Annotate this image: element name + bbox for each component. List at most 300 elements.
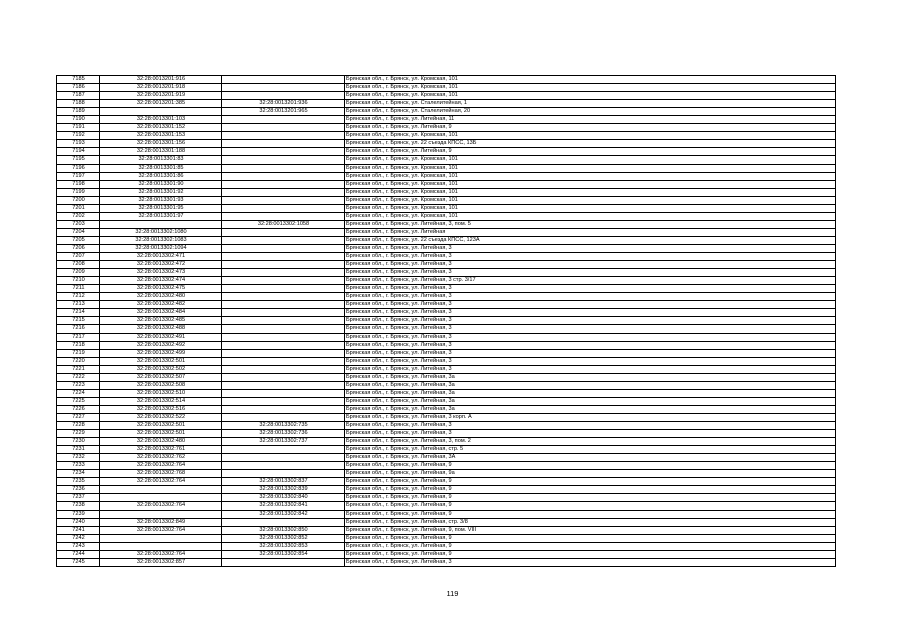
row-number-cell: 7227	[57, 413, 100, 421]
address-cell: Брянская обл., г. Брянск, ул. Литейная, 3	[345, 301, 836, 309]
cadastral-number-cell: 32:28:0013302:516	[100, 405, 222, 413]
parent-cadastral-number-cell: 32:28:0013302:735	[222, 422, 345, 430]
cadastral-number-cell: 32:28:0013301:90	[100, 180, 222, 188]
table-row	[57, 325, 836, 333]
address-cell: Брянская обл., г. Брянск, ул. Литейная, 3	[345, 269, 836, 277]
parent-cadastral-number-cell	[222, 365, 345, 373]
row-number-cell: 7196	[57, 164, 100, 172]
cadastral-number-cell: 32:28:0013302:1080	[100, 228, 222, 236]
address-cell: Брянская обл., г. Брянск, ул. Литейная, 3	[345, 333, 836, 341]
table-row	[57, 430, 836, 438]
cadastral-number-cell: 32:28:0013302:768	[100, 470, 222, 478]
table-row	[57, 293, 836, 301]
table-row	[57, 228, 836, 236]
row-number-cell: 7240	[57, 518, 100, 526]
table-row	[57, 164, 836, 172]
cadastral-number-cell: 32:28:0013301:93	[100, 196, 222, 204]
row-number-cell: 7216	[57, 325, 100, 333]
parent-cadastral-number-cell	[222, 454, 345, 462]
table-row	[57, 422, 836, 430]
address-cell: Брянская обл., г. Брянск, ул. Литейная, 9	[345, 494, 836, 502]
row-number-cell: 7193	[57, 140, 100, 148]
parent-cadastral-number-cell: 32:28:0013201:936	[222, 100, 345, 108]
table-row	[57, 188, 836, 196]
address-cell: Брянская обл., г. Брянск, ул. Литейная, 3а	[345, 381, 836, 389]
table-row	[57, 389, 836, 397]
cadastral-number-cell: 32:28:0013302:764	[100, 502, 222, 510]
table-row	[57, 534, 836, 542]
parent-cadastral-number-cell	[222, 180, 345, 188]
address-cell: Брянская обл., г. Брянск, ул. Литейная, 9	[345, 534, 836, 542]
cadastral-number-cell	[100, 494, 222, 502]
row-number-cell: 7222	[57, 373, 100, 381]
row-number-cell: 7204	[57, 228, 100, 236]
table-row	[57, 494, 836, 502]
address-cell: Брянская обл., г. Брянск, ул. Кромская, 101	[345, 188, 836, 196]
row-number-cell: 7234	[57, 470, 100, 478]
cadastral-number-cell	[100, 510, 222, 518]
parent-cadastral-number-cell	[222, 261, 345, 269]
parent-cadastral-number-cell: 32:28:0013302:736	[222, 430, 345, 438]
parent-cadastral-number-cell	[222, 470, 345, 478]
cadastral-number-cell: 32:28:0013301:83	[100, 156, 222, 164]
cadastral-number-cell: 32:28:0013302:484	[100, 309, 222, 317]
address-cell: Брянская обл., г. Брянск, ул. Литейная, 9	[345, 550, 836, 558]
address-cell: Брянская обл., г. Брянск, ул. Литейная, стр. 5	[345, 446, 836, 454]
table-row	[57, 550, 836, 558]
cadastral-number-cell: 32:28:0013301:156	[100, 140, 222, 148]
cadastral-number-cell: 32:28:0013301:86	[100, 172, 222, 180]
cadastral-number-cell: 32:28:0013302:764	[100, 550, 222, 558]
parent-cadastral-number-cell	[222, 236, 345, 244]
parent-cadastral-number-cell	[222, 558, 345, 566]
row-number-cell: 7205	[57, 236, 100, 244]
row-number-cell: 7187	[57, 92, 100, 100]
parent-cadastral-number-cell	[222, 341, 345, 349]
cadastral-number-cell: 32:28:0013302:501	[100, 430, 222, 438]
row-number-cell: 7208	[57, 261, 100, 269]
cadastral-number-cell: 32:28:0013302:514	[100, 397, 222, 405]
row-number-cell: 7236	[57, 486, 100, 494]
address-cell: Брянская обл., г. Брянск, ул. Литейная, 3	[345, 293, 836, 301]
row-number-cell: 7206	[57, 244, 100, 252]
cadastral-number-cell: 32:28:0013302:475	[100, 285, 222, 293]
row-number-cell: 7233	[57, 462, 100, 470]
parent-cadastral-number-cell	[222, 212, 345, 220]
address-cell: Брянская обл., г. Брянск, ул. Литейная, 3	[345, 317, 836, 325]
cadastral-number-cell: 32:28:0013302:491	[100, 333, 222, 341]
row-number-cell: 7190	[57, 116, 100, 124]
parent-cadastral-number-cell	[222, 317, 345, 325]
row-number-cell: 7241	[57, 526, 100, 534]
parent-cadastral-number-cell	[222, 132, 345, 140]
address-cell: Брянская обл., г. Брянск, ул. Литейная, 9	[345, 486, 836, 494]
row-number-cell: 7213	[57, 301, 100, 309]
cadastral-number-cell: 32:28:0013302:508	[100, 381, 222, 389]
cadastral-number-cell: 32:28:0013302:473	[100, 269, 222, 277]
cadastral-number-cell: 32:28:0013302:764	[100, 462, 222, 470]
address-cell: Брянская обл., г. Брянск, ул. 22 съезда КПСС, 13Б	[345, 140, 836, 148]
parent-cadastral-number-cell: 32:28:0013302:841	[222, 502, 345, 510]
table-row	[57, 285, 836, 293]
cadastral-number-cell	[100, 486, 222, 494]
row-number-cell: 7230	[57, 438, 100, 446]
parent-cadastral-number-cell	[222, 116, 345, 124]
table-row	[57, 172, 836, 180]
cadastral-number-cell: 32:28:0013302:507	[100, 373, 222, 381]
address-cell: Брянская обл., г. Брянск, ул. Литейная, 3	[345, 422, 836, 430]
parent-cadastral-number-cell	[222, 124, 345, 132]
row-number-cell: 7242	[57, 534, 100, 542]
address-cell: Брянская обл., г. Брянск, ул. Литейная, 3а	[345, 389, 836, 397]
row-number-cell: 7221	[57, 365, 100, 373]
cadastral-number-cell: 32:28:0013201:918	[100, 84, 222, 92]
address-cell: Брянская обл., г. Брянск, ул. Литейная, 3	[345, 253, 836, 261]
address-cell: Брянская обл., г. Брянск, ул. Кромская, 101	[345, 92, 836, 100]
table-row	[57, 244, 836, 252]
row-number-cell: 7188	[57, 100, 100, 108]
cadastral-number-cell: 32:28:0013302:510	[100, 389, 222, 397]
table-row	[57, 438, 836, 446]
table-row	[57, 132, 836, 140]
address-cell: Брянская обл., г. Брянск, ул. Литейная, 3	[345, 261, 836, 269]
address-cell: Брянская обл., г. Брянск, ул. Литейная, 3 корп. А	[345, 413, 836, 421]
parent-cadastral-number-cell	[222, 381, 345, 389]
cadastral-number-cell: 32:28:0013301:188	[100, 148, 222, 156]
cadastral-number-cell: 32:28:0013302:501	[100, 357, 222, 365]
parent-cadastral-number-cell: 32:28:0013302:854	[222, 550, 345, 558]
address-cell: Брянская обл., г. Брянск, ул. Кромская, 101	[345, 180, 836, 188]
table-row	[57, 261, 836, 269]
address-cell: Брянская обл., г. Брянск, ул. Литейная, 9	[345, 124, 836, 132]
cadastral-number-cell: 32:28:0013302:761	[100, 446, 222, 454]
cadastral-number-cell: 32:28:0013302:488	[100, 325, 222, 333]
row-number-cell: 7223	[57, 381, 100, 389]
cadastral-number-cell	[100, 220, 222, 228]
table-row	[57, 124, 836, 132]
page-number: 119	[446, 589, 459, 598]
parent-cadastral-number-cell	[222, 309, 345, 317]
address-cell: Брянская обл., г. Брянск, ул. Литейная, 3	[345, 558, 836, 566]
address-cell: Брянская обл., г. Брянск, ул. Литейная, 3	[345, 365, 836, 373]
row-number-cell: 7232	[57, 454, 100, 462]
parent-cadastral-number-cell	[222, 188, 345, 196]
parent-cadastral-number-cell	[222, 204, 345, 212]
parent-cadastral-number-cell	[222, 140, 345, 148]
address-cell: Брянская обл., г. Брянск, ул. Литейная, 3	[345, 357, 836, 365]
row-number-cell: 7217	[57, 333, 100, 341]
address-cell: Брянская обл., г. Брянск, ул. Литейная, 3	[345, 430, 836, 438]
parent-cadastral-number-cell	[222, 413, 345, 421]
parent-cadastral-number-cell: 32:28:0013302:840	[222, 494, 345, 502]
address-cell: Брянская обл., г. Брянск, ул. Литейная, 9, пом. VIII	[345, 526, 836, 534]
cadastral-number-cell: 32:28:0013201:385	[100, 100, 222, 108]
table-row	[57, 317, 836, 325]
address-cell: Брянская обл., г. Брянск, ул. Литейная, 9	[345, 502, 836, 510]
table-row	[57, 301, 836, 309]
address-cell: Брянская обл., г. Брянск, ул. Литейная, 3	[345, 244, 836, 252]
table-row	[57, 510, 836, 518]
table-row	[57, 478, 836, 486]
table-row	[57, 486, 836, 494]
row-number-cell: 7225	[57, 397, 100, 405]
cadastral-number-cell: 32:28:0013302:857	[100, 558, 222, 566]
address-cell: Брянская обл., г. Брянск, ул. Литейная, 3а	[345, 397, 836, 405]
address-cell: Брянская обл., г. Брянск, ул. Кромская, 101	[345, 212, 836, 220]
parent-cadastral-number-cell	[222, 357, 345, 365]
address-cell: Брянская обл., г. Брянск, ул. Литейная, 3а	[345, 373, 836, 381]
address-cell: Брянская обл., г. Брянск, ул. Литейная, 3	[345, 309, 836, 317]
cadastral-number-cell: 32:28:0013301:153	[100, 132, 222, 140]
table-row	[57, 470, 836, 478]
address-cell: Брянская обл., г. Брянск, ул. Кромская, 101	[345, 76, 836, 84]
parent-cadastral-number-cell	[222, 389, 345, 397]
parent-cadastral-number-cell	[222, 277, 345, 285]
row-number-cell: 7201	[57, 204, 100, 212]
row-number-cell: 7231	[57, 446, 100, 454]
table-row	[57, 309, 836, 317]
address-cell: Брянская обл., г. Брянск, ул. Литейная, 3, пом. 5	[345, 220, 836, 228]
table-row	[57, 502, 836, 510]
cadastral-number-cell: 32:28:0013302:764	[100, 478, 222, 486]
table-row	[57, 397, 836, 405]
address-cell: Брянская обл., г. Брянск, ул. Литейная, 3А	[345, 454, 836, 462]
parent-cadastral-number-cell	[222, 164, 345, 172]
row-number-cell: 7211	[57, 285, 100, 293]
parent-cadastral-number-cell	[222, 172, 345, 180]
address-cell: Брянская обл., г. Брянск, ул. Кромская, 101	[345, 172, 836, 180]
cadastral-number-cell: 32:28:0013302:472	[100, 261, 222, 269]
cadastral-number-cell: 32:28:0013302:1094	[100, 244, 222, 252]
address-cell: Брянская обл., г. Брянск, ул. 22 съезда КПСС, 123А	[345, 236, 836, 244]
address-cell: Брянская обл., г. Брянск, ул. Литейная, 9	[345, 510, 836, 518]
cadastral-number-cell: 32:28:0013301:103	[100, 116, 222, 124]
row-number-cell: 7198	[57, 180, 100, 188]
parent-cadastral-number-cell	[222, 253, 345, 261]
parent-cadastral-number-cell: 32:28:0013302:853	[222, 542, 345, 550]
address-cell: Брянская обл., г. Брянск, ул. Литейная, 9а	[345, 470, 836, 478]
parent-cadastral-number-cell	[222, 325, 345, 333]
row-number-cell: 7189	[57, 108, 100, 116]
row-number-cell: 7186	[57, 84, 100, 92]
table-row	[57, 381, 836, 389]
table-row	[57, 212, 836, 220]
row-number-cell: 7214	[57, 309, 100, 317]
parent-cadastral-number-cell	[222, 196, 345, 204]
address-cell: Брянская обл., г. Брянск, ул. Литейная, 3	[345, 325, 836, 333]
table-row	[57, 277, 836, 285]
cadastral-number-cell: 32:28:0013302:502	[100, 365, 222, 373]
cadastral-number-cell: 32:28:0013301:95	[100, 204, 222, 212]
registry-table	[56, 75, 836, 567]
table-row	[57, 220, 836, 228]
address-cell: Брянская обл., г. Брянск, ул. Литейная, 9	[345, 462, 836, 470]
parent-cadastral-number-cell: 32:28:0013302:837	[222, 478, 345, 486]
table-row	[57, 108, 836, 116]
address-cell: Брянская обл., г. Брянск, ул. Литейная, стр. 3/8	[345, 518, 836, 526]
cadastral-number-cell: 32:28:0013302:499	[100, 349, 222, 357]
address-cell: Брянская обл., г. Брянск, ул. Литейная, 3	[345, 285, 836, 293]
address-cell: Брянская обл., г. Брянск, ул. Кромская, 101	[345, 196, 836, 204]
row-number-cell: 7194	[57, 148, 100, 156]
parent-cadastral-number-cell	[222, 293, 345, 301]
table-row	[57, 373, 836, 381]
table-row	[57, 148, 836, 156]
cadastral-number-cell: 32:28:0013302:471	[100, 253, 222, 261]
parent-cadastral-number-cell	[222, 148, 345, 156]
row-number-cell: 7239	[57, 510, 100, 518]
row-number-cell: 7218	[57, 341, 100, 349]
table-row	[57, 518, 836, 526]
parent-cadastral-number-cell: 32:28:0013302:839	[222, 486, 345, 494]
cadastral-number-cell	[100, 108, 222, 116]
row-number-cell: 7238	[57, 502, 100, 510]
parent-cadastral-number-cell	[222, 446, 345, 454]
table-row	[57, 405, 836, 413]
address-cell: Брянская обл., г. Брянск, ул. Литейная, 9	[345, 148, 836, 156]
table-row	[57, 365, 836, 373]
row-number-cell: 7215	[57, 317, 100, 325]
row-number-cell: 7245	[57, 558, 100, 566]
row-number-cell: 7244	[57, 550, 100, 558]
table-row	[57, 100, 836, 108]
address-cell: Брянская обл., г. Брянск, ул. Кромская, 101	[345, 132, 836, 140]
address-cell: Брянская обл., г. Брянск, ул. Кромская, 101	[345, 204, 836, 212]
address-cell: Брянская обл., г. Брянск, ул. Кромская, 101	[345, 84, 836, 92]
row-number-cell: 7210	[57, 277, 100, 285]
table-row	[57, 349, 836, 357]
table-row	[57, 454, 836, 462]
parent-cadastral-number-cell	[222, 285, 345, 293]
address-cell: Брянская обл., г. Брянск, ул. Литейная, 3а	[345, 405, 836, 413]
table-row	[57, 558, 836, 566]
row-number-cell: 7203	[57, 220, 100, 228]
row-number-cell: 7228	[57, 422, 100, 430]
table-row	[57, 204, 836, 212]
table-row	[57, 357, 836, 365]
row-number-cell: 7191	[57, 124, 100, 132]
cadastral-number-cell: 32:28:0013301:97	[100, 212, 222, 220]
table-row	[57, 140, 836, 148]
parent-cadastral-number-cell	[222, 333, 345, 341]
parent-cadastral-number-cell	[222, 373, 345, 381]
cadastral-number-cell: 32:28:0013302:480	[100, 438, 222, 446]
cadastral-number-cell: 32:28:0013302:485	[100, 317, 222, 325]
row-number-cell: 7226	[57, 405, 100, 413]
table-row	[57, 462, 836, 470]
parent-cadastral-number-cell: 32:28:0013201:965	[222, 108, 345, 116]
parent-cadastral-number-cell	[222, 397, 345, 405]
cadastral-number-cell: 32:28:0013302:1083	[100, 236, 222, 244]
table-row	[57, 84, 836, 92]
table-row	[57, 413, 836, 421]
cadastral-number-cell: 32:28:0013302:480	[100, 293, 222, 301]
table-row	[57, 269, 836, 277]
row-number-cell: 7207	[57, 253, 100, 261]
cadastral-number-cell: 32:28:0013302:764	[100, 526, 222, 534]
address-cell: Брянская обл., г. Брянск, ул. Литейная, 3	[345, 349, 836, 357]
parent-cadastral-number-cell: 32:28:0013302:1058	[222, 220, 345, 228]
parent-cadastral-number-cell	[222, 269, 345, 277]
row-number-cell: 7197	[57, 172, 100, 180]
table-row	[57, 446, 836, 454]
row-number-cell: 7192	[57, 132, 100, 140]
address-cell: Брянская обл., г. Брянск, ул. Кромская, 101	[345, 156, 836, 164]
table-row	[57, 116, 836, 124]
cadastral-number-cell: 32:28:0013201:916	[100, 76, 222, 84]
cadastral-number-cell: 32:28:0013201:919	[100, 92, 222, 100]
cadastral-number-cell: 32:28:0013302:482	[100, 301, 222, 309]
cadastral-number-cell: 32:28:0013302:762	[100, 454, 222, 462]
parent-cadastral-number-cell	[222, 228, 345, 236]
cadastral-number-cell: 32:28:0013302:501	[100, 422, 222, 430]
parent-cadastral-number-cell	[222, 518, 345, 526]
parent-cadastral-number-cell	[222, 462, 345, 470]
parent-cadastral-number-cell: 32:28:0013302:737	[222, 438, 345, 446]
row-number-cell: 7229	[57, 430, 100, 438]
table-row	[57, 196, 836, 204]
table-row	[57, 253, 836, 261]
parent-cadastral-number-cell	[222, 76, 345, 84]
row-number-cell: 7200	[57, 196, 100, 204]
table-row	[57, 542, 836, 550]
cadastral-number-cell: 32:28:0013301:85	[100, 164, 222, 172]
address-cell: Брянская обл., г. Брянск, ул. Литейная, 9	[345, 478, 836, 486]
parent-cadastral-number-cell: 32:28:0013302:850	[222, 526, 345, 534]
parent-cadastral-number-cell: 32:28:0013302:852	[222, 534, 345, 542]
row-number-cell: 7220	[57, 357, 100, 365]
cadastral-number-cell: 32:28:0013302:492	[100, 341, 222, 349]
parent-cadastral-number-cell	[222, 84, 345, 92]
cadastral-number-cell: 32:28:0013302:849	[100, 518, 222, 526]
address-cell: Брянская обл., г. Брянск, ул. Сталелитейная, 20	[345, 108, 836, 116]
row-number-cell: 7243	[57, 542, 100, 550]
address-cell: Брянская обл., г. Брянск, ул. Литейная, 3	[345, 341, 836, 349]
row-number-cell: 7219	[57, 349, 100, 357]
address-cell: Брянская обл., г. Брянск, ул. Литейная, 3, пом. 2	[345, 438, 836, 446]
parent-cadastral-number-cell	[222, 156, 345, 164]
row-number-cell: 7224	[57, 389, 100, 397]
table-row	[57, 526, 836, 534]
cadastral-number-cell: 32:28:0013302:474	[100, 277, 222, 285]
row-number-cell: 7235	[57, 478, 100, 486]
address-cell: Брянская обл., г. Брянск, ул. Сталелитейная, 1	[345, 100, 836, 108]
row-number-cell: 7209	[57, 269, 100, 277]
parent-cadastral-number-cell	[222, 244, 345, 252]
row-number-cell: 7202	[57, 212, 100, 220]
table-row	[57, 92, 836, 100]
table-row	[57, 76, 836, 84]
parent-cadastral-number-cell	[222, 405, 345, 413]
table-row	[57, 341, 836, 349]
row-number-cell: 7199	[57, 188, 100, 196]
row-number-cell: 7185	[57, 76, 100, 84]
parent-cadastral-number-cell	[222, 92, 345, 100]
parent-cadastral-number-cell: 32:28:0013302:842	[222, 510, 345, 518]
cadastral-number-cell: 32:28:0013301:92	[100, 188, 222, 196]
parent-cadastral-number-cell	[222, 301, 345, 309]
address-cell: Брянская обл., г. Брянск, ул. Литейная	[345, 228, 836, 236]
address-cell: Брянская обл., г. Брянск, ул. Литейная, 11	[345, 116, 836, 124]
cadastral-number-cell	[100, 542, 222, 550]
table-row	[57, 333, 836, 341]
address-cell: Брянская обл., г. Брянск, ул. Литейная, 9	[345, 542, 836, 550]
cadastral-number-cell	[100, 534, 222, 542]
row-number-cell: 7212	[57, 293, 100, 301]
row-number-cell: 7195	[57, 156, 100, 164]
table-row	[57, 156, 836, 164]
table-row	[57, 180, 836, 188]
